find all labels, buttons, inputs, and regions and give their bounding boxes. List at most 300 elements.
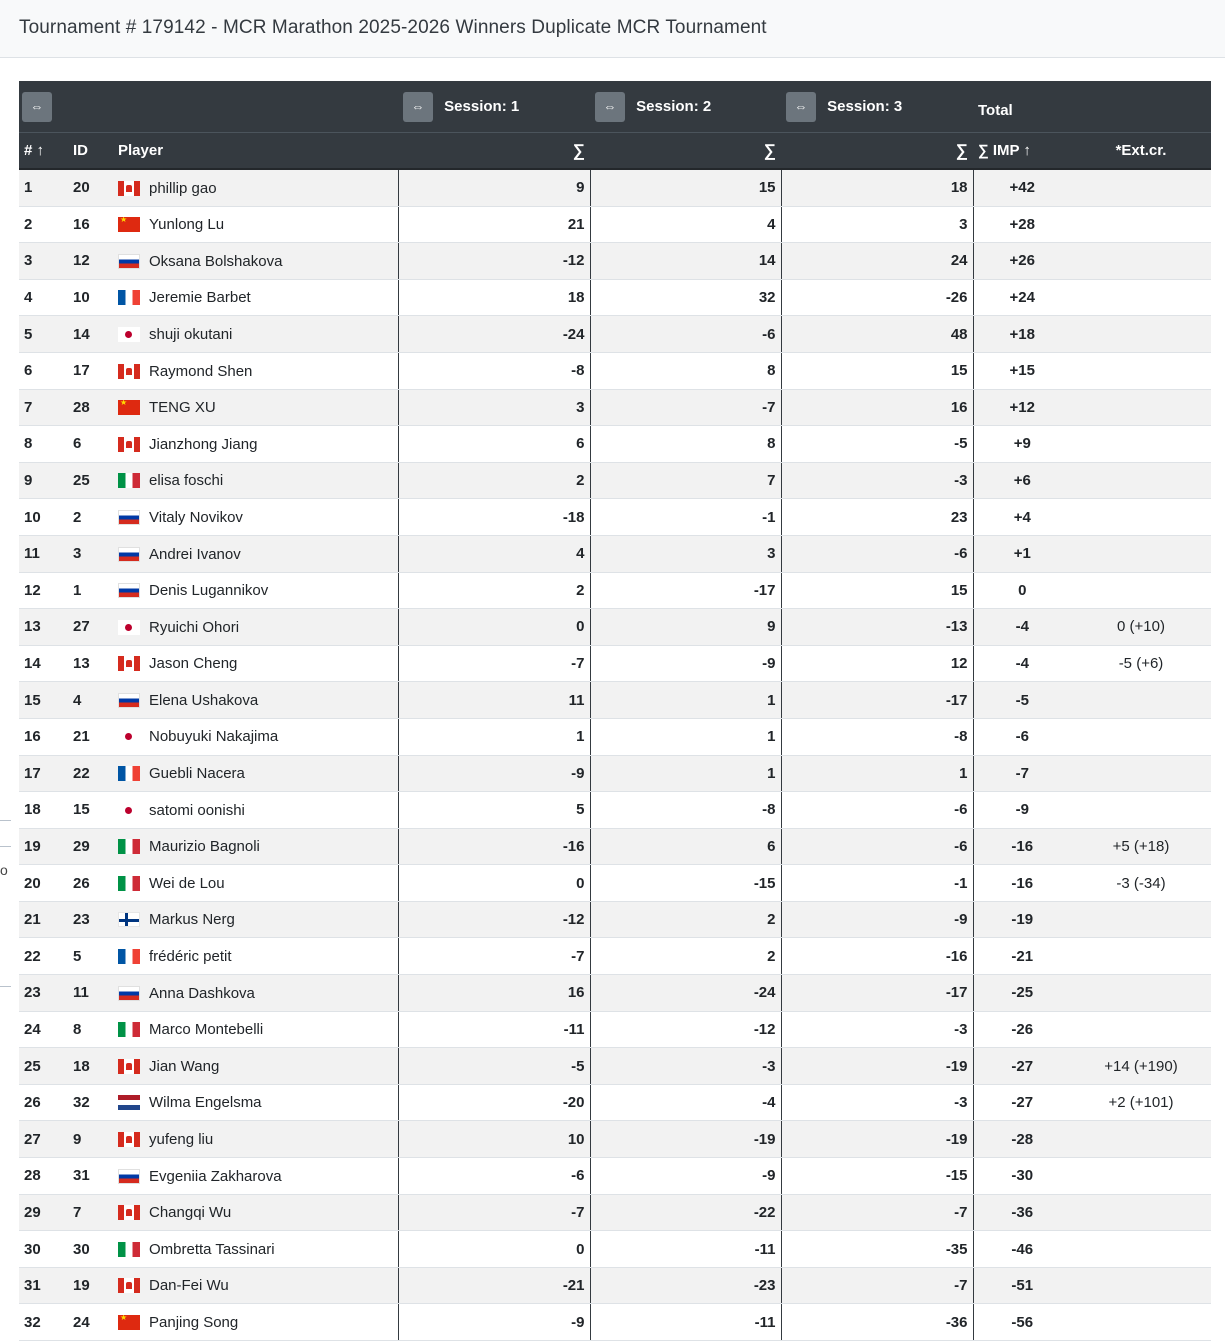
player-cell	[113, 499, 398, 536]
sort-player-header[interactable]: Player	[113, 133, 398, 170]
total-imp: +6	[973, 462, 1071, 499]
player-id-cell: 21	[68, 718, 113, 755]
session-2-toggle-icon[interactable]: ⇔	[595, 92, 625, 122]
total-imp: +18	[973, 316, 1071, 353]
session-2-score: 8	[590, 426, 781, 463]
player-id-cell: 24	[68, 1304, 113, 1341]
ext-credit	[1071, 352, 1211, 389]
session-2-score: 7	[590, 462, 781, 499]
player-cell	[113, 645, 398, 682]
player-id-cell: 22	[68, 755, 113, 792]
session-3-score: -7	[781, 1267, 973, 1304]
table-row	[19, 901, 1211, 938]
session-3-score: -1	[781, 865, 973, 902]
player-id-cell: 26	[68, 865, 113, 902]
player-name[interactable]: Changqi Wu	[149, 1204, 232, 1222]
player-cell	[113, 462, 398, 499]
flag-ru-icon	[118, 254, 140, 269]
table-row	[19, 243, 1211, 280]
player-name[interactable]: Jian Wang	[149, 1057, 220, 1075]
session-1-score: -7	[398, 938, 590, 975]
player-id-cell: 13	[68, 645, 113, 682]
player-id-cell: 10	[68, 279, 113, 316]
player-cell	[113, 828, 398, 865]
session-3-score: -17	[781, 682, 973, 719]
rank-cell: 32	[19, 1304, 68, 1341]
player-cell	[113, 1231, 398, 1268]
session-2-score: -23	[590, 1267, 781, 1304]
ext-credit	[1071, 243, 1211, 280]
table-row	[19, 609, 1211, 646]
player-cell	[113, 1194, 398, 1231]
session-3-score: -26	[781, 279, 973, 316]
session-2-score: 6	[590, 828, 781, 865]
flag-it-icon	[118, 1022, 140, 1037]
session-3-score: -17	[781, 975, 973, 1012]
ext-credit	[1071, 1121, 1211, 1158]
player-name[interactable]: Jeremie Barbet	[149, 289, 251, 307]
flag-nl-icon	[118, 1095, 140, 1110]
total-imp: -21	[973, 938, 1071, 975]
session-1-score: -9	[398, 755, 590, 792]
total-imp: -30	[973, 1158, 1071, 1195]
player-cell	[113, 755, 398, 792]
player-name[interactable]: Raymond Shen	[149, 362, 253, 380]
rank-cell: 1	[19, 169, 68, 206]
rank-cell: 19	[19, 828, 68, 865]
rank-cell: 7	[19, 389, 68, 426]
session-1-score: 0	[398, 865, 590, 902]
player-name[interactable]: Denis Lugannikov	[149, 582, 269, 600]
session-1-score: 4	[398, 535, 590, 572]
table-row	[19, 645, 1211, 682]
player-name[interactable]: Wei de Lou	[149, 874, 225, 892]
total-imp: -4	[973, 609, 1071, 646]
session-2-score: 1	[590, 682, 781, 719]
session-3-toggle-icon[interactable]: ⇔	[786, 92, 816, 122]
rank-cell: 8	[19, 426, 68, 463]
player-name[interactable]: Oksana Bolshakova	[149, 252, 283, 270]
table-row	[19, 169, 1211, 206]
table-row	[19, 1011, 1211, 1048]
flag-fr-icon	[118, 290, 140, 305]
session-2-score: -22	[590, 1194, 781, 1231]
table-row	[19, 426, 1211, 463]
player-id-cell: 29	[68, 828, 113, 865]
player-id-cell: 15	[68, 792, 113, 829]
page-title: Tournament # 179142 - MCR Marathon 2025-2026 Winners Duplicate MCR Tournament	[19, 17, 767, 38]
flag-jp-icon	[118, 620, 140, 635]
session-1-score: -24	[398, 316, 590, 353]
player-name[interactable]: Wilma Engelsma	[149, 1094, 262, 1112]
session-3-score: -6	[781, 828, 973, 865]
ext-credit: +5 (+18)	[1071, 828, 1211, 865]
session-2-score: -24	[590, 975, 781, 1012]
table-row	[19, 792, 1211, 829]
rank-cell: 3	[19, 243, 68, 280]
player-name[interactable]: Dan-Fei Wu	[149, 1277, 229, 1295]
ext-credit	[1071, 901, 1211, 938]
player-name[interactable]: Nobuyuki Nakajima	[149, 728, 279, 746]
player-cell	[113, 865, 398, 902]
ext-credit: -5 (+6)	[1071, 645, 1211, 682]
player-id-cell: 8	[68, 1011, 113, 1048]
player-cell	[113, 426, 398, 463]
session-3-sum-header[interactable]: ∑	[781, 133, 973, 170]
table-row	[19, 1121, 1211, 1158]
flag-ca-icon	[118, 437, 140, 452]
total-imp: -19	[973, 901, 1071, 938]
session-1-score: -12	[398, 901, 590, 938]
flag-cn-icon	[118, 1315, 140, 1330]
table-row	[19, 1267, 1211, 1304]
total-imp: +15	[973, 352, 1071, 389]
session-3-score: -3	[781, 462, 973, 499]
flag-ru-icon	[118, 693, 140, 708]
player-cell	[113, 169, 398, 206]
player-id-cell: 28	[68, 389, 113, 426]
flag-ru-icon	[118, 986, 140, 1001]
ext-credit	[1071, 169, 1211, 206]
flag-it-icon	[118, 876, 140, 891]
player-name[interactable]: Anna Dashkova	[149, 984, 255, 1002]
session-1-score: 3	[398, 389, 590, 426]
session-1-score: 0	[398, 609, 590, 646]
session-1-score: -11	[398, 1011, 590, 1048]
session-1-header	[398, 81, 590, 133]
player-cell	[113, 1048, 398, 1085]
session-2-score: -19	[590, 1121, 781, 1158]
session-1-score: 21	[398, 206, 590, 243]
rank-cell: 4	[19, 279, 68, 316]
player-id-cell: 4	[68, 682, 113, 719]
session-3-score: -16	[781, 938, 973, 975]
session-2-score: 9	[590, 609, 781, 646]
flag-it-icon	[118, 839, 140, 854]
session-2-score: -7	[590, 389, 781, 426]
ext-credit	[1071, 316, 1211, 353]
table-row	[19, 499, 1211, 536]
total-imp: 0	[973, 572, 1071, 609]
session-2-score: -6	[590, 316, 781, 353]
player-name[interactable]: yufeng liu	[149, 1131, 214, 1148]
ext-credit	[1071, 682, 1211, 719]
session-1-toggle-icon[interactable]: ⇔	[403, 92, 433, 122]
player-name[interactable]: Ryuichi Ohori	[149, 618, 240, 636]
player-cell	[113, 938, 398, 975]
player-name[interactable]: Maurizio Bagnoli	[149, 838, 260, 856]
session-1-score: 16	[398, 975, 590, 1012]
player-name[interactable]: Evgeniia Zakharova	[149, 1167, 282, 1185]
flag-jp-icon	[118, 729, 140, 744]
rank-cell: 22	[19, 938, 68, 975]
total-imp: +28	[973, 206, 1071, 243]
session-3-score: -9	[781, 901, 973, 938]
ext-credit	[1071, 389, 1211, 426]
total-imp: +42	[973, 169, 1071, 206]
session-2-score: -1	[590, 499, 781, 536]
player-cell	[113, 1267, 398, 1304]
session-1-score: -18	[398, 499, 590, 536]
expand-all-header	[19, 81, 398, 133]
expand-all-toggle-icon[interactable]: ⇔	[22, 92, 52, 122]
flag-jp-icon	[118, 327, 140, 342]
player-cell	[113, 352, 398, 389]
player-id-cell: 9	[68, 1121, 113, 1158]
player-id-cell: 17	[68, 352, 113, 389]
session-3-score: -36	[781, 1304, 973, 1341]
player-cell	[113, 316, 398, 353]
player-name[interactable]: frédéric petit	[149, 948, 232, 966]
player-id-cell: 18	[68, 1048, 113, 1085]
session-2-score: -11	[590, 1231, 781, 1268]
standings-body	[19, 169, 1211, 1341]
ext-credit	[1071, 535, 1211, 572]
total-imp: +1	[973, 535, 1071, 572]
flag-ca-icon	[118, 1205, 140, 1220]
flag-fr-icon	[118, 949, 140, 964]
player-cell	[113, 682, 398, 719]
player-id-cell: 19	[68, 1267, 113, 1304]
flag-ca-icon	[118, 1132, 140, 1147]
rank-cell: 12	[19, 572, 68, 609]
table-row	[19, 1304, 1211, 1341]
flag-ru-icon	[118, 547, 140, 562]
session-1-score: 6	[398, 426, 590, 463]
ext-credit: +14 (+190)	[1071, 1048, 1211, 1085]
flag-ru-icon	[118, 510, 140, 525]
table-row	[19, 462, 1211, 499]
session-3-label: Session: 3	[827, 98, 903, 115]
session-2-score: 1	[590, 718, 781, 755]
rank-cell: 14	[19, 645, 68, 682]
player-name[interactable]: elisa foschi	[149, 472, 224, 490]
session-1-score: 11	[398, 682, 590, 719]
table-row	[19, 938, 1211, 975]
session-2-score: -11	[590, 1304, 781, 1341]
session-2-score: 4	[590, 206, 781, 243]
player-cell	[113, 1158, 398, 1195]
sort-rank-header[interactable]: # ↑	[19, 133, 68, 170]
session-3-score: -19	[781, 1048, 973, 1085]
session-1-score: 10	[398, 1121, 590, 1158]
ext-credit: +2 (+101)	[1071, 1084, 1211, 1121]
table-row	[19, 682, 1211, 719]
rank-cell: 15	[19, 682, 68, 719]
player-cell	[113, 243, 398, 280]
player-name[interactable]: Panjing Song	[149, 1313, 239, 1331]
session-3-score: -5	[781, 426, 973, 463]
ext-credit-header: *Ext.cr.	[1071, 133, 1211, 170]
session-3-score: 3	[781, 206, 973, 243]
flag-ca-icon	[118, 181, 140, 196]
flag-ca-icon	[118, 1059, 140, 1074]
edge-divider	[0, 820, 11, 821]
session-1-score: -16	[398, 828, 590, 865]
player-id-cell: 5	[68, 938, 113, 975]
player-name[interactable]: TENG XU	[149, 399, 216, 417]
ext-credit	[1071, 938, 1211, 975]
flag-cn-icon	[118, 400, 140, 415]
ext-credit	[1071, 1194, 1211, 1231]
session-1-label: Session: 1	[444, 98, 520, 115]
edge-text: o	[0, 862, 8, 878]
ext-credit	[1071, 1158, 1211, 1195]
rank-cell: 11	[19, 535, 68, 572]
player-id-cell: 16	[68, 206, 113, 243]
player-cell	[113, 572, 398, 609]
player-id-cell: 2	[68, 499, 113, 536]
session-2-score: -9	[590, 645, 781, 682]
player-cell	[113, 975, 398, 1012]
session-header-row	[19, 81, 1211, 133]
session-3-score: 15	[781, 572, 973, 609]
flag-fi-icon	[118, 912, 140, 927]
rank-cell: 26	[19, 1084, 68, 1121]
player-name[interactable]: phillip gao	[149, 179, 217, 197]
player-cell	[113, 1121, 398, 1158]
rank-cell: 17	[19, 755, 68, 792]
ext-credit	[1071, 792, 1211, 829]
session-2-score: -12	[590, 1011, 781, 1048]
session-1-score: -7	[398, 645, 590, 682]
rank-cell: 18	[19, 792, 68, 829]
ext-credit	[1071, 279, 1211, 316]
session-3-score: 48	[781, 316, 973, 353]
rank-cell: 21	[19, 901, 68, 938]
rank-cell: 25	[19, 1048, 68, 1085]
rank-cell: 31	[19, 1267, 68, 1304]
session-3-score: 18	[781, 169, 973, 206]
session-3-score: -6	[781, 792, 973, 829]
rank-cell: 30	[19, 1231, 68, 1268]
session-3-score: 23	[781, 499, 973, 536]
session-3-score: -19	[781, 1121, 973, 1158]
table-row	[19, 828, 1211, 865]
table-row	[19, 206, 1211, 243]
rank-cell: 23	[19, 975, 68, 1012]
session-3-score: -6	[781, 535, 973, 572]
flag-ca-icon	[118, 656, 140, 671]
session-2-label: Session: 2	[636, 98, 712, 115]
player-name[interactable]: Jason Cheng	[149, 655, 238, 673]
session-2-score: 8	[590, 352, 781, 389]
table-row	[19, 572, 1211, 609]
session-3-score: 12	[781, 645, 973, 682]
session-2-score: 15	[590, 169, 781, 206]
session-2-score: 2	[590, 938, 781, 975]
total-imp: -27	[973, 1084, 1071, 1121]
sort-imp-header[interactable]: ∑ IMP ↑	[973, 133, 1071, 170]
session-3-score: -3	[781, 1084, 973, 1121]
session-2-score: -3	[590, 1048, 781, 1085]
table-row	[19, 389, 1211, 426]
session-2-score: 2	[590, 901, 781, 938]
session-2-score: -17	[590, 572, 781, 609]
sort-id-header[interactable]: ID	[68, 133, 113, 170]
session-3-score: -15	[781, 1158, 973, 1195]
player-name[interactable]: Andrei Ivanov	[149, 545, 241, 563]
session-1-score: 9	[398, 169, 590, 206]
rank-cell: 28	[19, 1158, 68, 1195]
session-2-sum-header[interactable]: ∑	[590, 133, 781, 170]
player-name[interactable]: satomi oonishi	[149, 801, 245, 819]
player-name[interactable]: Jianzhong Jiang	[149, 435, 258, 453]
table-row	[19, 975, 1211, 1012]
rank-cell: 29	[19, 1194, 68, 1231]
session-1-score: 2	[398, 462, 590, 499]
player-name[interactable]: Elena Ushakova	[149, 691, 259, 709]
total-imp: -25	[973, 975, 1071, 1012]
ext-credit	[1071, 1304, 1211, 1341]
total-imp: -5	[973, 682, 1071, 719]
session-1-score: 1	[398, 718, 590, 755]
table-row	[19, 535, 1211, 572]
ext-credit	[1071, 975, 1211, 1012]
player-cell	[113, 389, 398, 426]
table-row	[19, 1048, 1211, 1085]
session-1-score: -5	[398, 1048, 590, 1085]
player-name[interactable]: Yunlong Lu	[149, 216, 225, 234]
total-imp: +26	[973, 243, 1071, 280]
rank-cell: 2	[19, 206, 68, 243]
column-header-row	[19, 133, 1211, 170]
player-id-cell: 11	[68, 975, 113, 1012]
table-row	[19, 1158, 1211, 1195]
standings-table	[19, 81, 1211, 1341]
player-name[interactable]: shuji okutani	[149, 325, 233, 343]
player-cell	[113, 206, 398, 243]
table-row	[19, 352, 1211, 389]
total-imp: -46	[973, 1231, 1071, 1268]
player-id-cell: 12	[68, 243, 113, 280]
player-name[interactable]: Guebli Nacera	[149, 765, 245, 783]
table-row	[19, 1084, 1211, 1121]
total-imp: -6	[973, 718, 1071, 755]
page-header	[0, 0, 1225, 58]
session-1-score: -20	[398, 1084, 590, 1121]
player-id-cell: 30	[68, 1231, 113, 1268]
session-2-header	[590, 81, 781, 133]
flag-it-icon	[118, 1242, 140, 1257]
ext-credit: 0 (+10)	[1071, 609, 1211, 646]
flag-jp-icon	[118, 803, 140, 818]
total-imp: -56	[973, 1304, 1071, 1341]
player-name[interactable]: Ombretta Tassinari	[149, 1240, 275, 1258]
session-2-score: 1	[590, 755, 781, 792]
session-3-score: 24	[781, 243, 973, 280]
rank-cell: 27	[19, 1121, 68, 1158]
total-imp: +24	[973, 279, 1071, 316]
table-row	[19, 1194, 1211, 1231]
rank-cell: 10	[19, 499, 68, 536]
player-name[interactable]: Marco Montebelli	[149, 1021, 264, 1039]
left-edge-fragment	[0, 0, 12, 1343]
player-name[interactable]: Markus Nerg	[149, 911, 235, 929]
session-1-score: -12	[398, 243, 590, 280]
session-1-sum-header[interactable]: ∑	[398, 133, 590, 170]
session-1-score: 0	[398, 1231, 590, 1268]
total-imp: -4	[973, 645, 1071, 682]
flag-ru-icon	[118, 1169, 140, 1184]
session-2-score: -4	[590, 1084, 781, 1121]
table-row	[19, 279, 1211, 316]
session-1-score: 18	[398, 279, 590, 316]
session-1-score: -7	[398, 1194, 590, 1231]
player-name[interactable]: Vitaly Novikov	[149, 508, 243, 526]
table-row	[19, 1231, 1211, 1268]
total-imp: -26	[973, 1011, 1071, 1048]
